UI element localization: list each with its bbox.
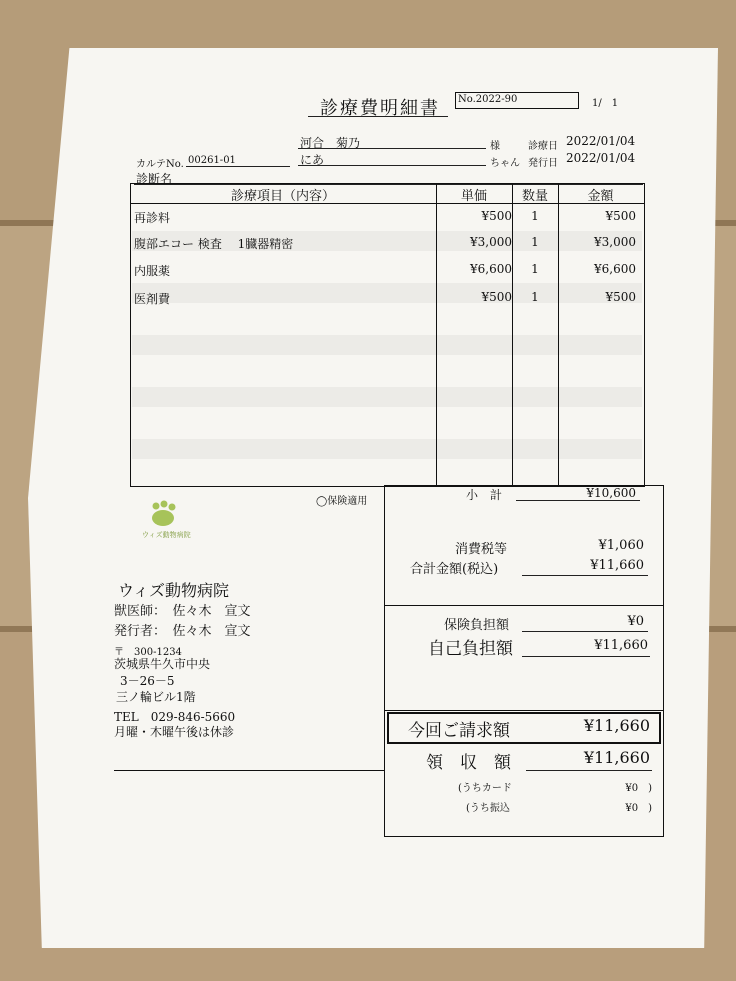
clinic-name: ウィズ動物病院 [118, 581, 230, 600]
clinic-address-1: 茨城県牛久市中央 [114, 657, 211, 671]
received-amount-value: ¥11,660 [583, 748, 650, 767]
visit-date: 2022/01/04 [566, 134, 636, 148]
row-unit-price: ¥500 [481, 209, 512, 223]
row-quantity: 1 [531, 262, 539, 276]
clinic-closed-note: 月曜・木曜午後は休診 [114, 725, 235, 739]
received-underline [526, 770, 652, 771]
insurance-burden-value: ¥0 [627, 614, 644, 629]
row-band [132, 439, 642, 459]
self-pay-value: ¥11,660 [594, 638, 648, 653]
clinic-issuer: 発行者： 佐々木 宣文 [114, 624, 251, 639]
pet-name-underline [298, 165, 486, 166]
subtotal-label: 小 計 [466, 488, 503, 502]
self-pay-underline [522, 656, 650, 657]
chart-number: 00261-01 [188, 155, 236, 166]
title-underline [308, 116, 448, 117]
card-value: ¥0 ) [625, 783, 652, 794]
pet-suffix: ちゃん [490, 158, 520, 169]
row-band [132, 335, 642, 355]
clinic-address-2: 3－26－5 [120, 674, 175, 688]
row-item: 腹部エコー 検査 1臓器精密 [134, 237, 294, 251]
total-value: ¥11,660 [590, 558, 644, 573]
row-unit-price: ¥3,000 [470, 235, 512, 249]
signature-line [114, 770, 384, 771]
clinic-postal: 〒 300-1234 [114, 647, 182, 658]
card-label: (うちカード [458, 783, 512, 794]
paw-logo-icon [142, 500, 188, 528]
column-divider [436, 183, 437, 485]
chart-number-underline [186, 166, 290, 167]
visit-date-label: 診療日 [528, 141, 558, 152]
totals-divider [384, 605, 663, 606]
billing-amount-label: 今回ご請求額 [408, 721, 510, 741]
column-header-unit-price: 単価 [460, 189, 487, 204]
tax-value: ¥1,060 [598, 538, 644, 553]
received-amount-label: 領 収 額 [426, 753, 511, 773]
pet-name: にあ [300, 153, 325, 167]
row-quantity: 1 [531, 290, 539, 304]
column-divider [558, 183, 559, 485]
clinic-logo [142, 500, 191, 540]
clinic-tel: TEL 029-846-5660 [114, 710, 236, 724]
owner-name-underline [298, 148, 486, 149]
column-header-amount: 金額 [587, 189, 614, 204]
row-unit-price: ¥6,600 [470, 262, 512, 276]
row-amount: ¥500 [605, 209, 636, 223]
column-divider [512, 183, 513, 485]
tax-label: 消費税等 [455, 542, 508, 557]
subtotal-value: ¥10,600 [586, 486, 636, 500]
self-pay-label: 自己負担額 [428, 639, 513, 659]
clinic-address-3: 三ノ輪ビル1階 [116, 690, 196, 704]
document-title: 診療費明細書 [320, 98, 440, 119]
owner-suffix: 様 [490, 141, 500, 152]
diagnosis-label: 診断名 [136, 172, 173, 186]
insurance-burden-label: 保険負担額 [444, 618, 510, 633]
row-item: 医剤費 [134, 292, 171, 306]
totals-divider [384, 710, 663, 711]
transfer-label: (うち振込 [466, 803, 510, 814]
clinic-logo-text: ウィズ動物病院 [142, 531, 191, 539]
row-amount: ¥500 [605, 290, 636, 304]
subtotal-underline [516, 500, 640, 501]
row-quantity: 1 [531, 235, 539, 249]
insurance-underline [522, 631, 648, 632]
clinic-vet: 獣医師： 佐々木 宣文 [114, 604, 251, 619]
total-label: 合計金額(税込) [410, 562, 499, 577]
issue-date: 2022/01/04 [566, 151, 636, 165]
row-amount: ¥6,600 [594, 262, 636, 276]
total-underline [522, 575, 648, 576]
row-quantity: 1 [531, 209, 539, 223]
transfer-value: ¥0 ) [625, 803, 652, 814]
chart-number-label: カルテNo. [136, 159, 184, 170]
insurance-applied-note: ◯保険適用 [316, 496, 368, 507]
owner-name: 河合 菊乃 [300, 136, 361, 150]
invoice-number: No.2022-90 [458, 94, 518, 105]
row-band [132, 387, 642, 407]
page-number: 1/ 1 [592, 98, 619, 109]
issue-date-label: 発行日 [528, 158, 558, 169]
row-amount: ¥3,000 [594, 235, 636, 249]
column-header-item: 診療項目（内容） [230, 189, 335, 204]
row-item: 再診料 [134, 211, 171, 225]
billing-amount-value: ¥11,660 [583, 716, 650, 735]
row-item: 内服薬 [134, 264, 171, 278]
row-unit-price: ¥500 [481, 290, 512, 304]
column-header-quantity: 数量 [521, 189, 548, 204]
